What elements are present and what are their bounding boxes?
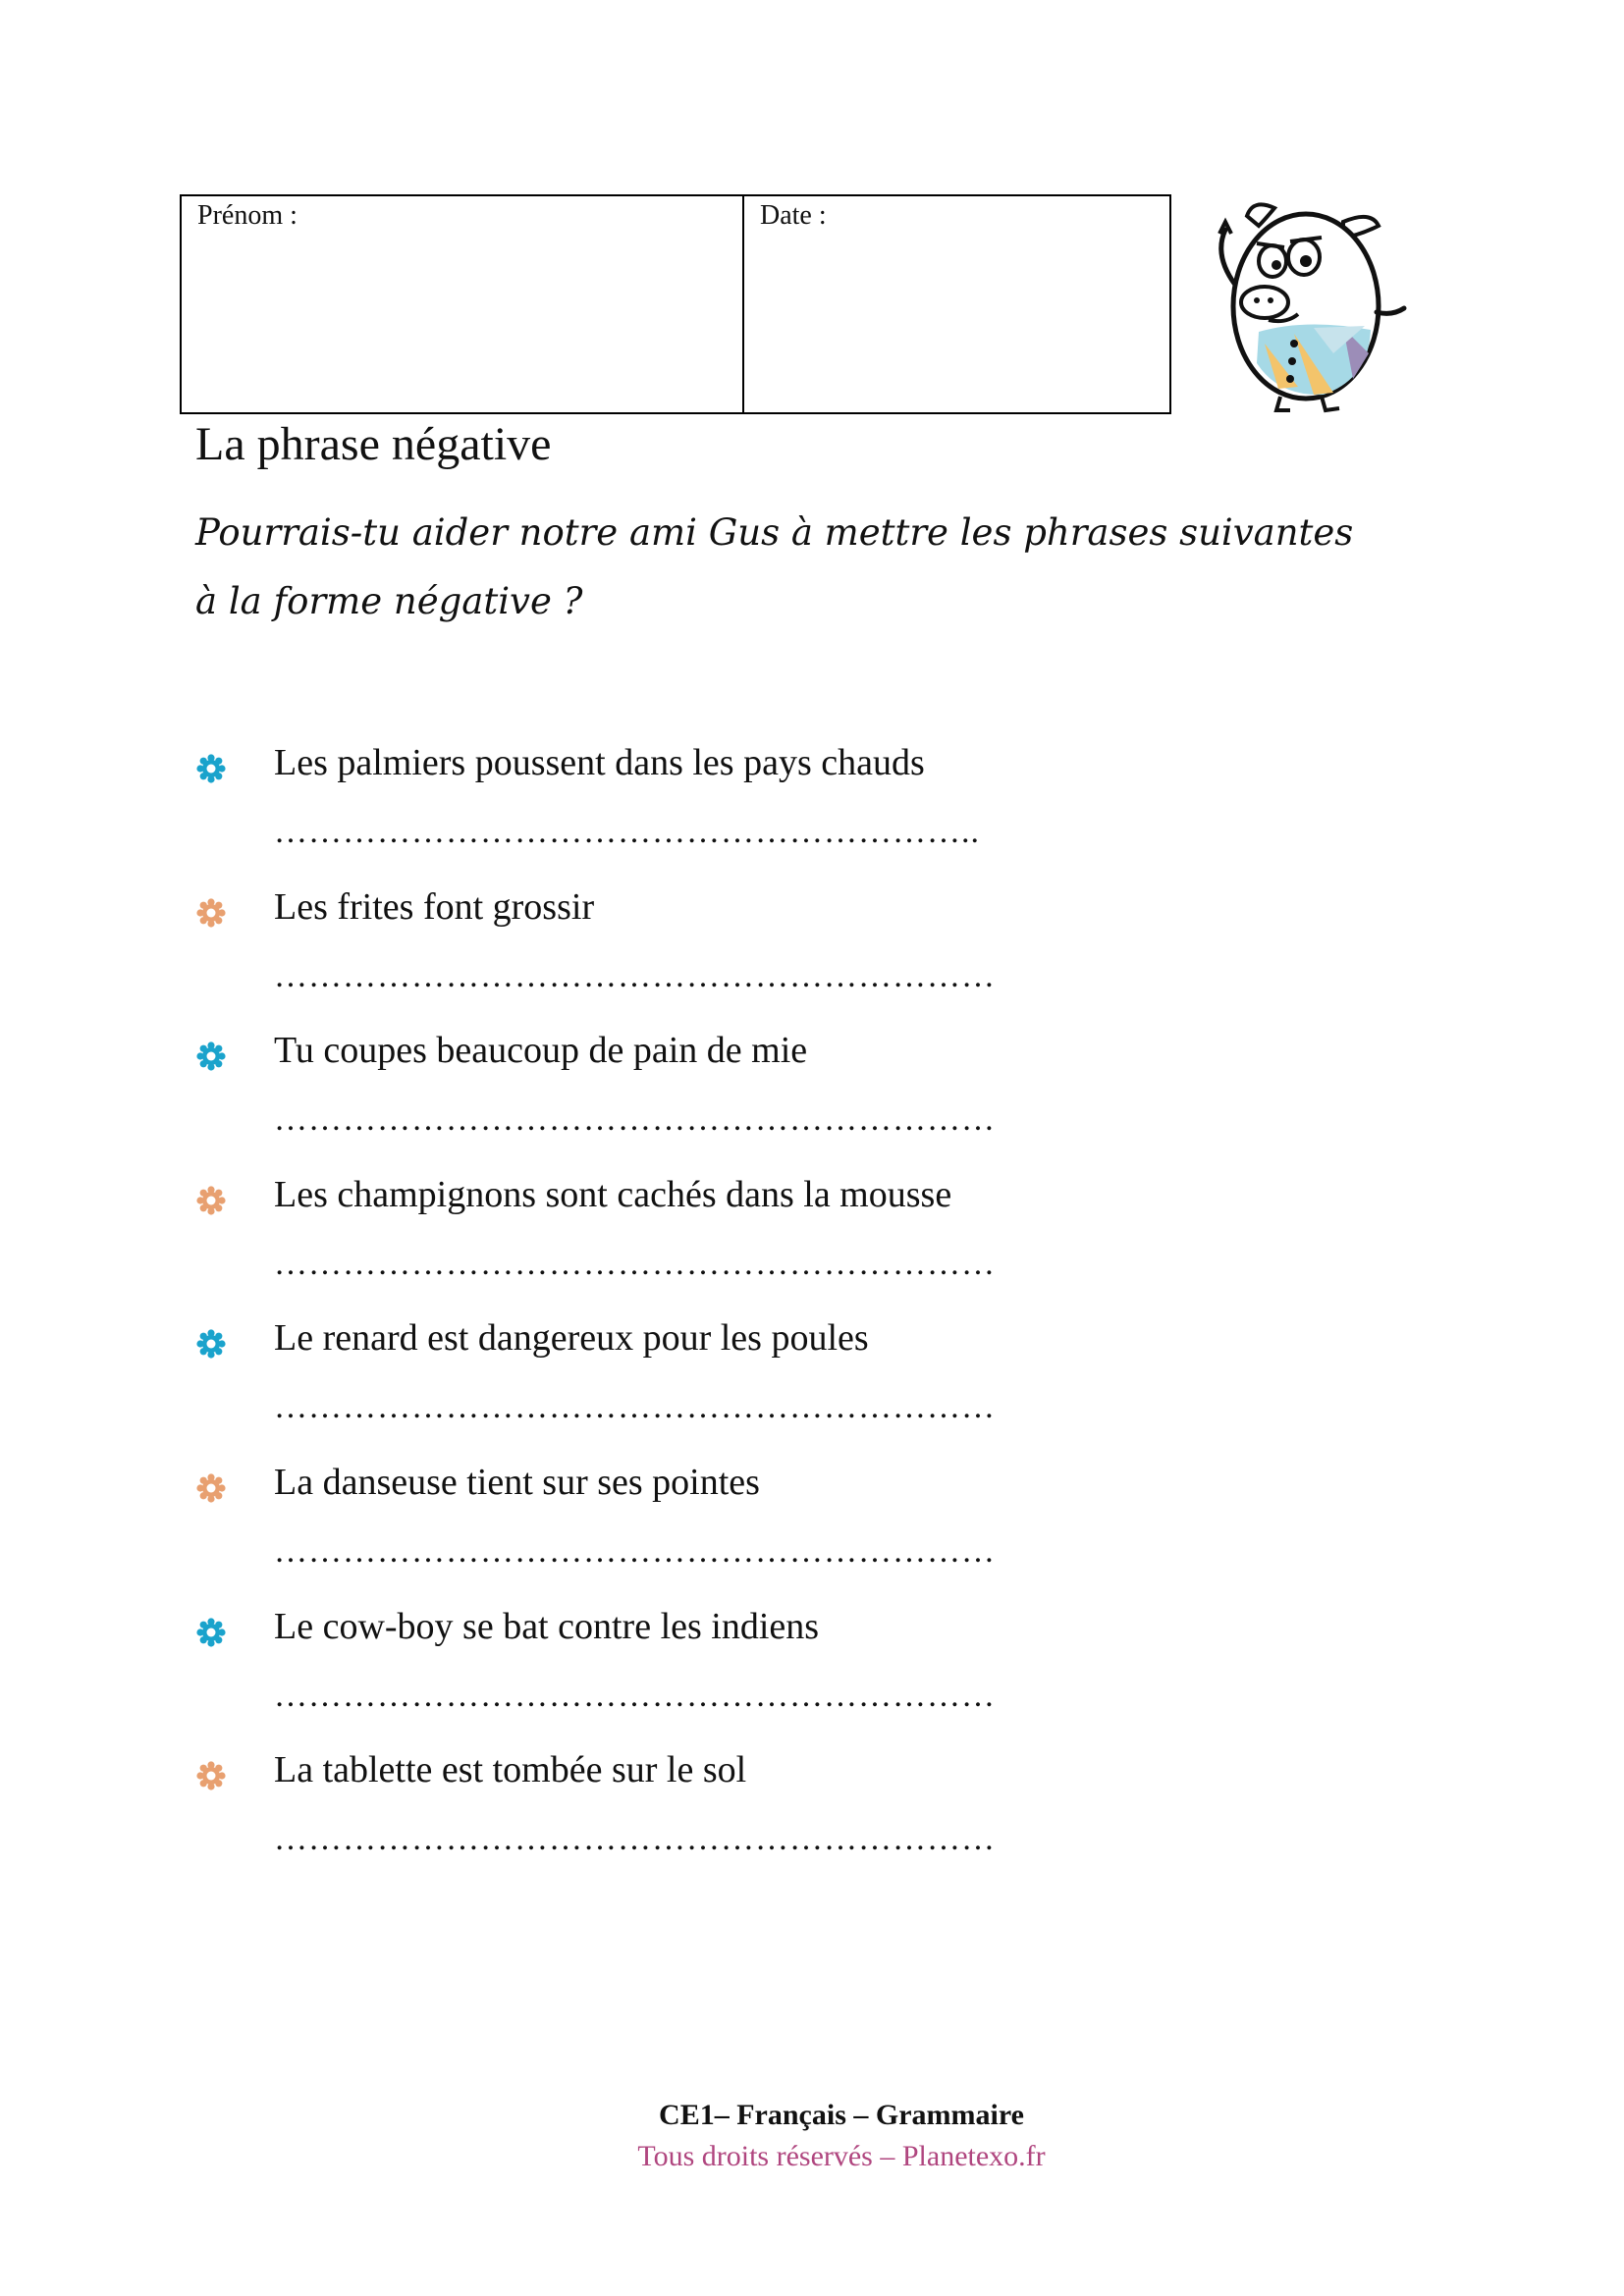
date-label: Date :	[760, 200, 827, 231]
answer-line[interactable]: ………………………………………………………	[274, 1821, 996, 1858]
exercise-item	[195, 1605, 1472, 1749]
blue-gear-icon	[195, 753, 227, 784]
gus-mascot-icon	[1196, 196, 1414, 414]
exercise-sentence: La tablette est tombée sur le sol	[274, 1749, 747, 1791]
blue-gear-icon	[195, 1617, 227, 1648]
exercise-item	[195, 1173, 1472, 1317]
answer-line[interactable]: ………………………………………………………	[274, 957, 996, 994]
exercise-item	[195, 1029, 1472, 1173]
exercise-item	[195, 885, 1472, 1030]
exercise-sentence: Les champignons sont cachés dans la mousse	[274, 1173, 952, 1215]
exercise-sentence: Le renard est dangereux pour les poules	[274, 1317, 869, 1360]
date-field[interactable]	[744, 196, 1169, 412]
orange-gear-icon	[195, 1472, 227, 1504]
answer-line[interactable]: ………………………………………………………	[274, 1389, 996, 1426]
exercise-sentence: Le cow-boy se bat contre les indiens	[274, 1605, 820, 1647]
prenom-label: Prénom :	[197, 200, 298, 231]
answer-line[interactable]: ………………………………………………………	[274, 1245, 996, 1282]
orange-gear-icon	[195, 1185, 227, 1216]
exercise-item	[195, 1316, 1472, 1461]
exercise-item	[195, 1748, 1472, 1893]
footer-course: CE1– Français – Grammaire	[659, 2099, 1024, 2131]
exercise-sentence: Les frites font grossir	[274, 885, 595, 928]
blue-gear-icon	[195, 1041, 227, 1072]
blue-gear-icon	[195, 1328, 227, 1360]
page-title: La phrase négative	[195, 418, 552, 470]
exercise-sentence: Tu coupes beaucoup de pain de mie	[274, 1030, 808, 1072]
exercise-list	[195, 741, 1472, 1893]
exercise-item	[195, 741, 1472, 885]
answer-line[interactable]: ………………………………………………………	[274, 1101, 996, 1139]
exercise-item	[195, 1461, 1472, 1605]
exercise-sentence: La danseuse tient sur ses pointes	[274, 1461, 760, 1503]
exercise-sentence: Les palmiers poussent dans les pays chauds	[274, 742, 925, 783]
orange-gear-icon	[195, 1760, 227, 1791]
answer-line[interactable]: ……………………………………………………..	[274, 814, 980, 850]
instructions-text: Pourrais-tu aider notre ami Gus à mettre les phrases suivantes à la forme négative ?	[195, 511, 1354, 622]
prenom-field[interactable]	[182, 196, 744, 412]
answer-line[interactable]: ………………………………………………………	[274, 1677, 996, 1714]
footer-rights-link[interactable]: Tous droits réservés – Planetexo.fr	[637, 2140, 1046, 2172]
name-date-box	[180, 194, 1171, 414]
answer-line[interactable]: ………………………………………………………	[274, 1532, 996, 1570]
orange-gear-icon	[195, 897, 227, 929]
